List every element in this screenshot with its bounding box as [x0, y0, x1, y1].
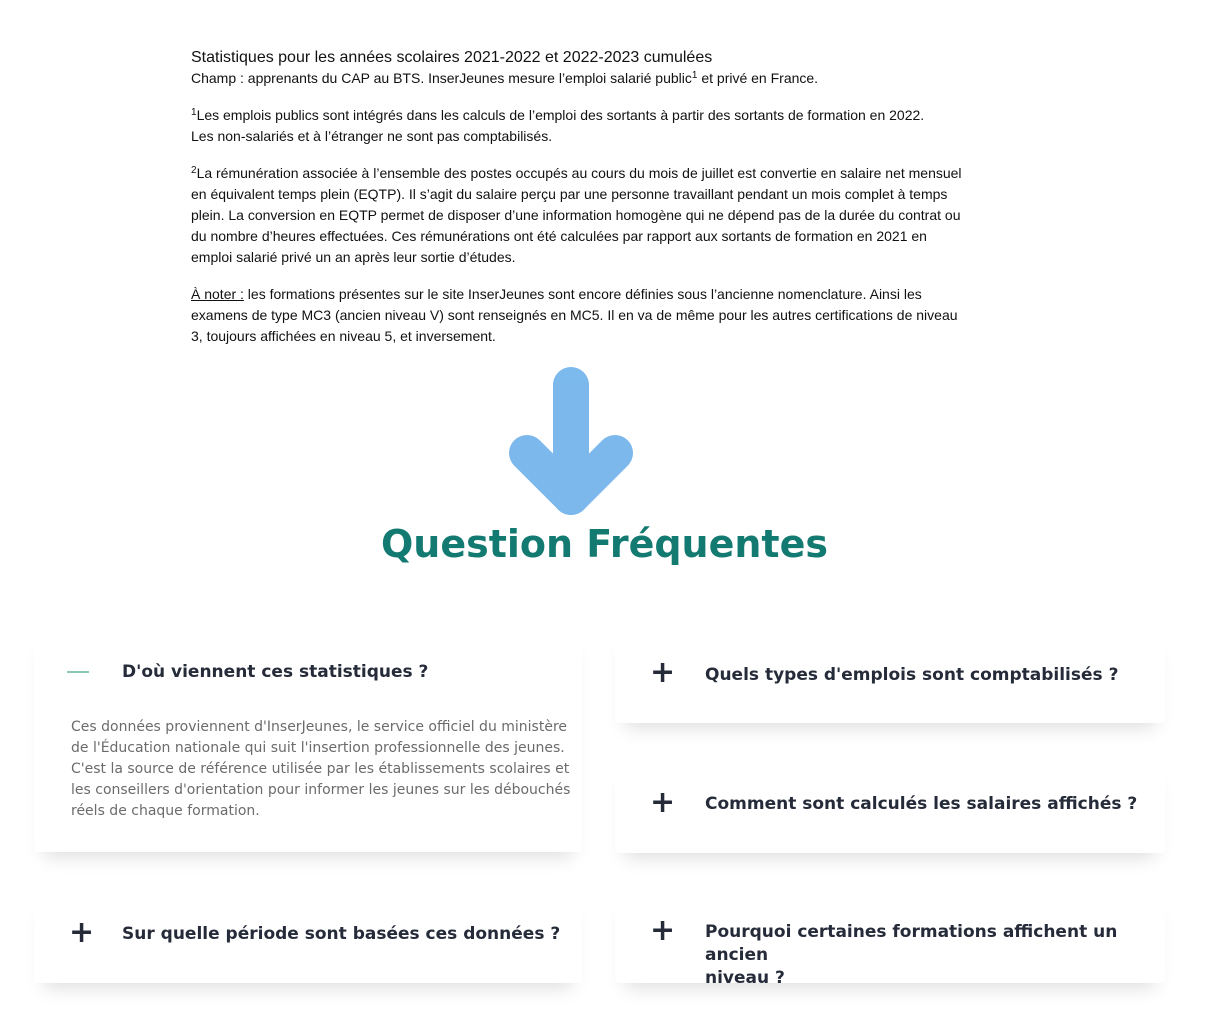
faq-item-period[interactable]: [34, 890, 582, 983]
faq-answer: Ces données proviennent d'InserJeunes, le service officiel du ministère de l'Éducation nationale qui suit l'insertion professionnelle des jeunes. C'est la source de référence utilisée par les établissements scolaires et les conseillers d'orientation pour informer les jeunes sur les débouchés réels de chaque formation.: [71, 719, 571, 819]
champ-line: Champ : apprenants du CAP au BTS. InserJeunes mesure l’emploi salarié public$^1$ et privé en France.: [191, 70, 819, 86]
note-2: $^2$La rémunération associée à l’ensemble des postes occupés au cours du mois de juillet est convertie en salaire net mensuel: [191, 165, 962, 181]
notes-title: Statistiques pour les années scolaires 2021-2022 et 2022-2023 cumulées: [191, 49, 713, 66]
minus-icon[interactable]: [67, 671, 89, 673]
note-label: À noter :: [191, 286, 244, 302]
faq-question[interactable]: Pourquoi certaines formations affichent un ancien niveau ?: [705, 922, 1118, 988]
note-1-line-2: Les non-salariés et à l’étranger ne sont pas comptabilisés.: [191, 128, 553, 144]
note-3: À noter : les formations présentes sur le site InserJeunes sont encore définies sous l’ancienne nomenclature. Ainsi les: [191, 286, 922, 302]
note-2-line-4: du nombre d’heures effectuées. Ces rémunérations ont été calculées par rapport aux sortants de formation en 2021 en: [191, 228, 927, 244]
faq-title: Question Fréquentes: [380, 522, 828, 566]
faq-item-old-level[interactable]: [615, 890, 1165, 988]
note-3-line-3: 3, toujours affichées en niveau 5, et inversement.: [191, 328, 496, 344]
faq-question[interactable]: Quels types d'emplois sont comptabilisés ?: [705, 665, 1119, 685]
faq-item-job-types[interactable]: [615, 630, 1165, 723]
faq-question[interactable]: Comment sont calculés les salaires affichés ?: [705, 794, 1138, 814]
faq-question[interactable]: D'où viennent ces statistiques ?: [122, 662, 429, 682]
note-2-line-3: plein. La conversion en EQTP permet de disposer d’une information homogène qui ne dépend pas de la durée du contrat ou: [191, 207, 961, 223]
faq-item-salaries[interactable]: [615, 760, 1165, 853]
note-3-line-2: examens de type MC3 (ancien niveau V) sont renseignés en MC5. Il en va de même pour les autres certifications de niveau: [191, 307, 958, 323]
faq-item-origin[interactable]: [34, 630, 582, 852]
faq-question[interactable]: Sur quelle période sont basées ces données ?: [122, 924, 561, 944]
plus-icon[interactable]: +: [69, 915, 95, 950]
down-arrow-icon: [505, 365, 637, 521]
plus-icon[interactable]: +: [650, 785, 676, 820]
note-2-line-2: en équivalent temps plein (EQTP). Il s’agit du salaire perçu par une personne travaillant pendant un mois complet à temps: [191, 186, 948, 202]
note-1: $^1$Les emplois publics sont intégrés dans les calculs de l’emploi des sortants à partir des sortants de formation en 2022.: [191, 107, 925, 123]
plus-icon[interactable]: +: [650, 913, 676, 948]
note-2-line-5: emploi salarié privé un an après leur sortie d’études.: [191, 249, 516, 265]
statistics-notes: [191, 48, 971, 347]
plus-icon[interactable]: +: [650, 655, 676, 690]
